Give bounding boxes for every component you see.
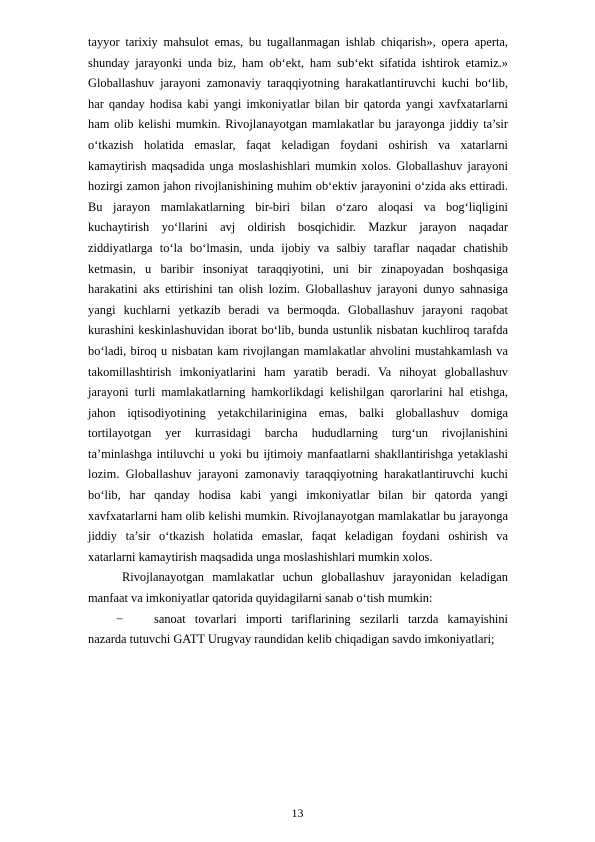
dash-bullet-icon: − xyxy=(116,611,123,626)
paragraph-continuation: tayyor tarixiy mahsulot emas, bu tugallanmagan ishlab chiqarish», opera aperta, shunday jarayonki unda biz, ham ob‘ekt, ham sub‘ekt sifatida ishtirok etamiz.» Globallashuv jarayoni zamonaviy taraqqiyotning harakatlantiruvchi kuchi bo‘lib, har qanday hodisa kabi yangi imkoniyatlar bilan bir qatorda yangi xavfxatarlarni ham olib kelishi mumkin. Rivojlanayotgan mamlakatlar bu jarayonga jiddiy ta’sir o‘tkazish holatida emaslar, faqat keladigan foydani oshirish va xatarlarni kamaytirish maqsadida unga moslashishlari mumkin xolos. Globallashuv jarayoni hozirgi zamon jahon rivojlanishining muhim ob‘ektiv jarayonini o‘zida aks ettiradi. Bu jarayon mamlakatlarning bir-biri bilan o‘zaro aloqasi va bog‘liqligini kuchaytirish yo‘llarini avj oldirish bosqichidir. Mazkur jarayon naqadar ziddiyatlarga to‘la bo‘lmasin, unda ijobiy va salbiy taraflar naqadar chatishib ketmasin, u baribir insoniyat taraqqiyotini, uni bir zinapoyadan boshqasiga harakatini aks ettirishini tan olish lozim. Globallashuv jarayoni dunyo sahnasiga yangi kuchlarni yetkazib beradi va bermoqda. Globallashuv jarayoni raqobat kurashini keskinlashuvidan iborat bo‘lib, bunda ustunlik nisbatan kuchliroq tarafda bo‘ladi, biroq u nisbatan kam rivojlangan mamlakatlar ahvolini mustahkamlash va takomillashtirish imkoniyatlarini ham yaratib beradi. Va nihoyat globallashuv jarayoni turli mamlakatlarning hamkorlikdagi kelishilgan qarorlarini hal etishga, jahon iqtisodiyotining yetakchilarinigina emas, balki globallashuv domiga tortilayotgan yer kurrasidagi barcha hududlarning turg‘un rivojlanishini ta’minlashga intiluvchi u yoki bu ijtimoiy manfaatlarni shakllantirishga yetaklashi lozim. Globallashuv jarayoni zamonaviy taraqqiyotning harakatlantiruvchi kuchi bo‘lib, har qanday hodisa kabi yangi imkoniyatlar bilan bir qatorda yangi xavfxatarlarni ham olib kelishi mumkin. Rivojlanayotgan mamlakatlar bu jarayonga jiddiy ta’sir o‘tkazish holatida emaslar, faqat keladigan foydani oshirish va xatarlarni kamaytirish maqsadida unga moslashishlari mumkin xolos. xyxy=(88,35,508,564)
paragraph-intro-list: Rivojlanayotgan mamlakatlar uchun globallashuv jarayonidan keladigan manfaat va imkoniyatlar qatorida quyidagilarni sanab o‘tish mumkin: xyxy=(88,570,508,606)
list-item-text: sanoat tovarlari importi tariflarining sezilarli tarzda kamayishini nazarda tutuvchi GATT Urugvay raundidan kelib chiqadigan savdo imkoniyatlari; xyxy=(88,611,508,647)
list-item xyxy=(88,609,508,650)
page-number: 13 xyxy=(291,806,304,820)
body-text xyxy=(88,32,508,650)
